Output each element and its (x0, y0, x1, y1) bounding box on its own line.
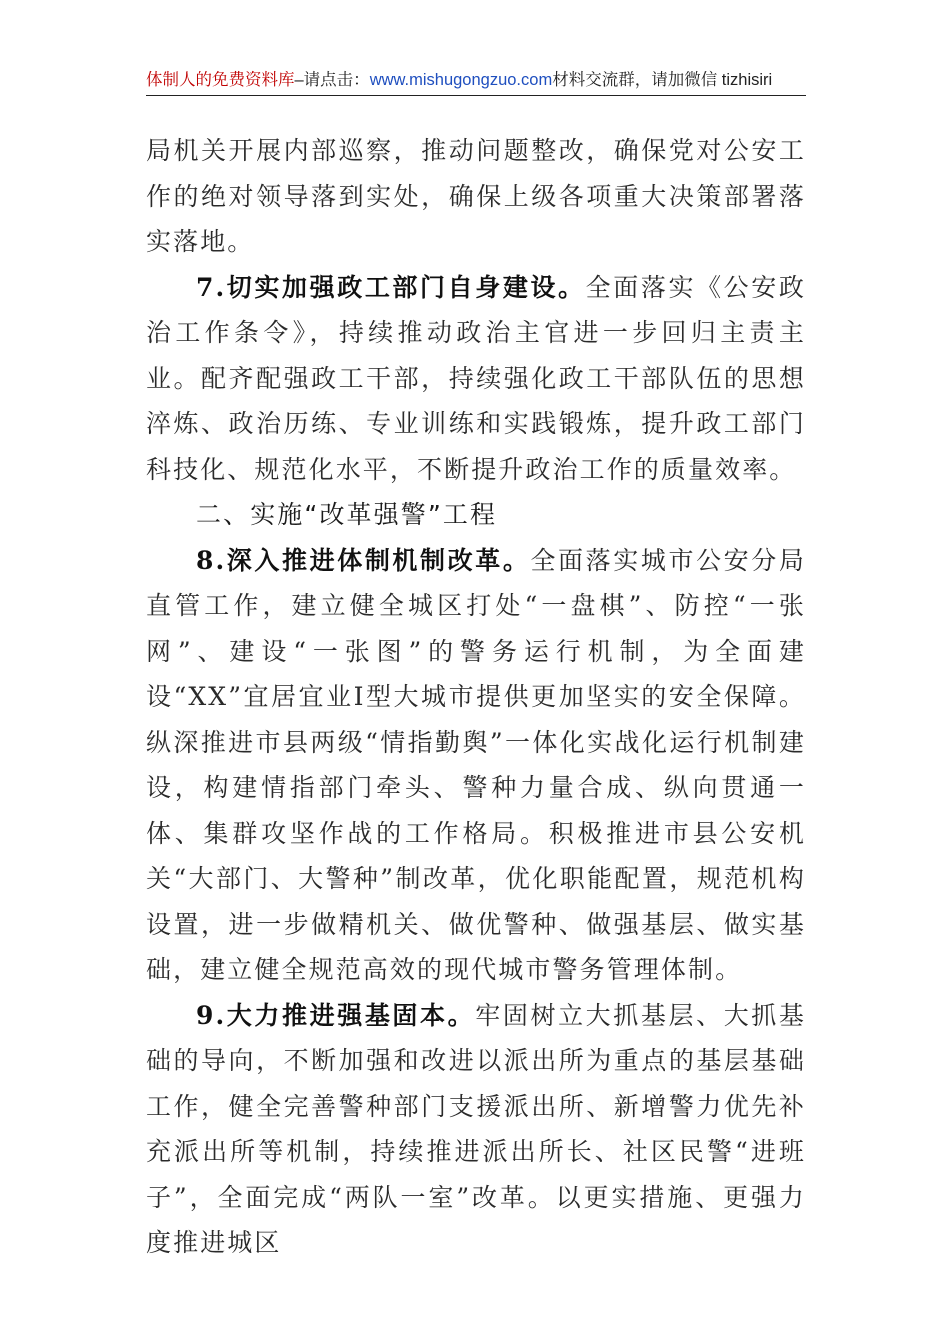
paragraph-lead: 7.切实加强政工部门自身建设。 (196, 272, 586, 302)
section-heading: 二、实施“改革强警”工程 (196, 500, 498, 529)
paragraph-text: 局机关开展内部巡察，推动问题整改，确保党对公安工作的绝对领导落到实处，确保上级各项重大决策部署落实落地。 (146, 136, 806, 256)
paragraph-item-9 (146, 993, 806, 1266)
header-prompt: –请点击： (294, 71, 370, 89)
paragraph-lead: 9.大力推进强基固本。 (196, 1000, 476, 1030)
paragraph-text: 牢固树立大抓基层、大抓基础的导向，不断加强和改进以派出所为重点的基层基础工作，健全完善警种部门支援派出所、新增警力优先补充派出所等机制，持续推进派出所长、社区民警“进班子”，全面完成“两队一室”改革。以更实措施、更强力度推进城区 (146, 1000, 807, 1257)
document-body (146, 128, 806, 1266)
header-divider (146, 95, 806, 96)
paragraph-item-8 (146, 538, 806, 993)
page-header (146, 66, 806, 94)
paragraph-continued (146, 128, 806, 265)
header-brand: 体制人的免费资料库 (146, 71, 295, 89)
header-contact: 材料交流群，请加微信 tizhisiri (552, 71, 773, 89)
header-url-link[interactable]: www.mishugongzuo.com (369, 71, 553, 89)
paragraph-text: 全面落实城市公安分局直管工作，建立健全城区打处“一盘棋”、防控“一张网”、建设“一张图”的警务运行机制，为全面建设“XX”宜居宜业I型大城市提供更加坚实的安全保障。纵深推进市县两级“情指勤舆”一体化实战化运行机制建设，构建情指部门牵头、警种力量合成、纵向贯通一体、集群攻坚作战的工作格局。积极推进市县公安机关“大部门、大警种”制改革，优化职能配置，规范机构设置，进一步做精机关、做优警种、做强基层、做实基础，建立健全规范高效的现代城市警务管理体制。 (146, 545, 806, 984)
paragraph-text: 全面落实《公安政治工作条令》，持续推动政治主官进一步回归主责主业。配齐配强政工干部，持续强化政工干部队伍的思想淬炼、政治历练、专业训练和实践锻炼，提升政工部门科技化、规范化水平，不断提升政治工作的质量效率。 (146, 272, 806, 484)
paragraph-lead: 8.深入推进体制机制改革。 (196, 545, 531, 575)
paragraph-item-7 (146, 265, 806, 493)
